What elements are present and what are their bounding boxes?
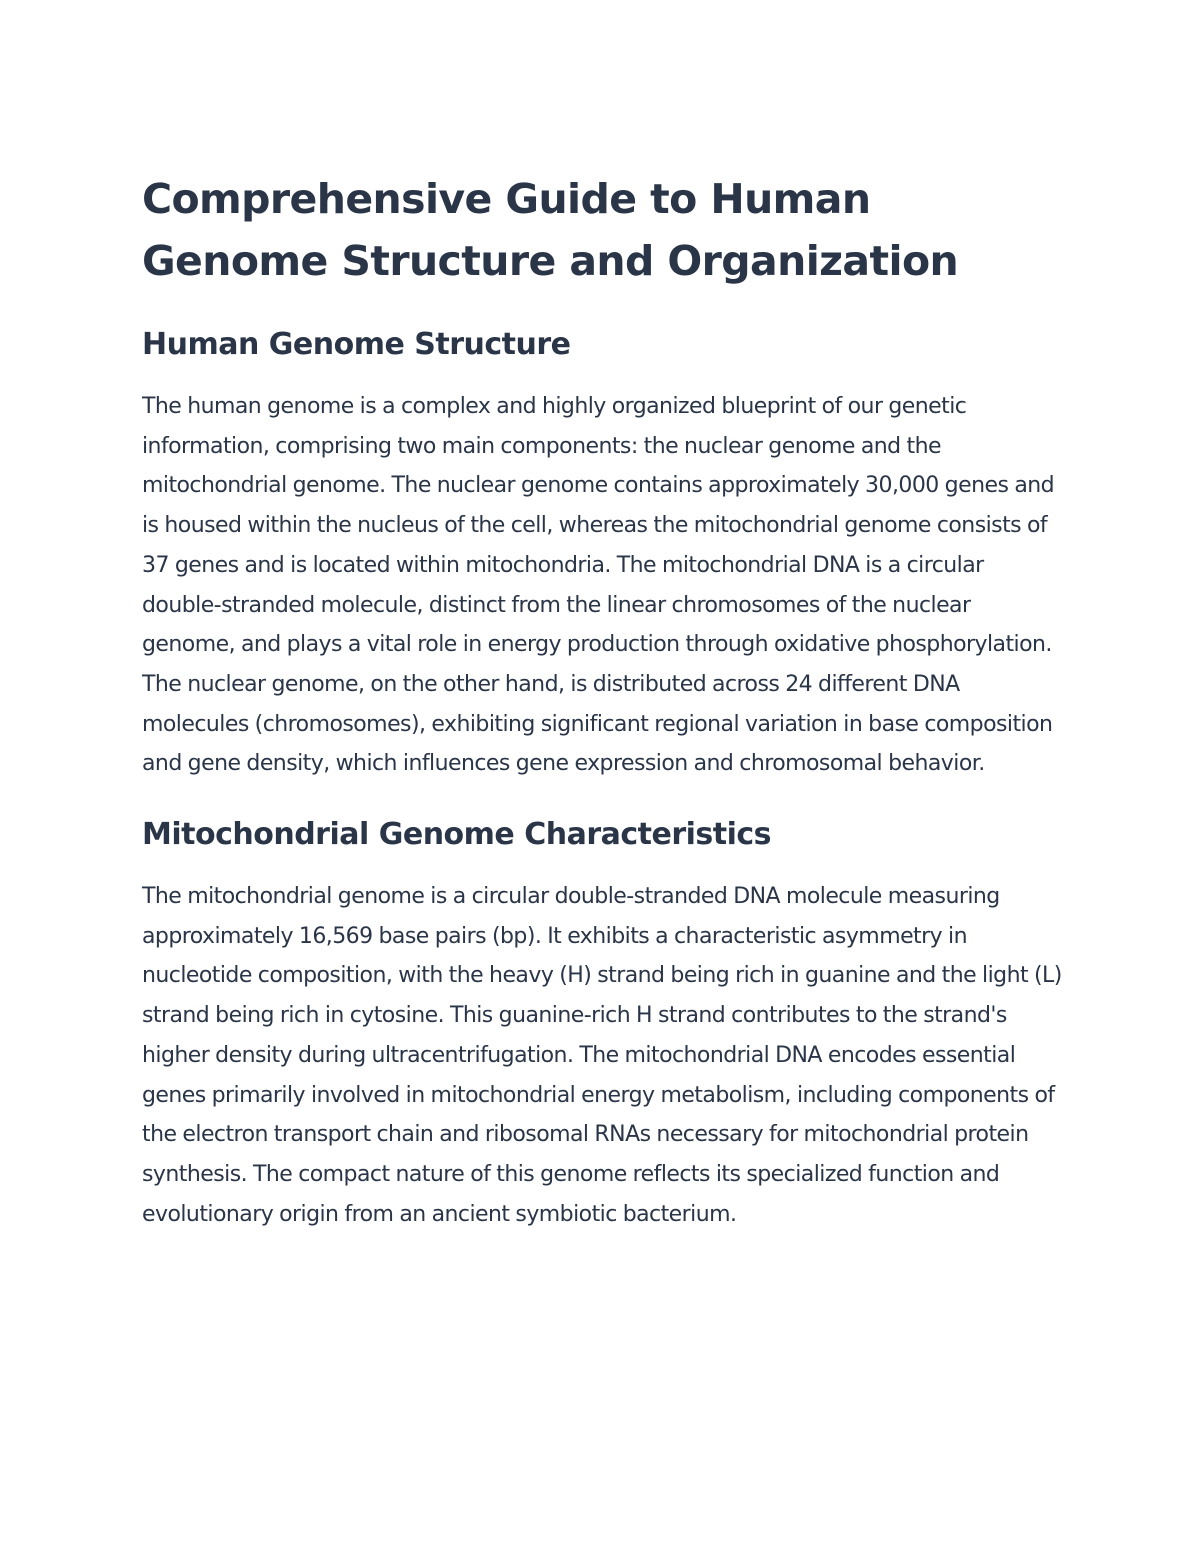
document-title: Comprehensive Guide to Human Genome Structure and Organization (142, 175, 959, 285)
section-human-genome-structure (142, 325, 1067, 784)
section-heading: Mitochondrial Genome Characteristics (142, 817, 772, 853)
section-paragraph: The mitochondrial genome is a circular double-stranded DNA molecule measuring approximately 16,569 base pairs (bp). It exhibits a characteristic asymmetry in nucleotide composition, with the heavy (H) strand being rich in guanine and the light (L) strand being rich in cytosine. This guanine-rich H strand contributes to the strand's higher density during ultracentrifugation. The mitochondrial DNA encodes essential genes primarily involved in mitochondrial energy metabolism, including components of the electron transport chain and ribosomal RNAs necessary for mitochondrial protein synthesis. The compact nature of this genome reflects its specialized function and evolutionary origin from an ancient symbiotic bacterium. (142, 884, 1062, 1227)
document-page (142, 168, 1067, 1234)
section-heading: Human Genome Structure (142, 327, 571, 362)
section-paragraph: The human genome is a complex and highly organized blueprint of our genetic information, comprising two main components: the nuclear genome and the mitochondrial genome. The nuclear genome contains approximately 30,000 genes and is housed within the nucleus of the cell, whereas the mitochondrial genome consists of 37 genes and is located within mitochondria. The mitochondrial DNA is a circular double-stranded molecule, distinct from the linear chromosomes of the nuclear genome, and plays a vital role in energy production through oxidative phosphorylation. The nuclear genome, on the other hand, is distributed across 24 different DNA molecules (chromosomes), exhibiting significant regional variation in base composition and gene density, which influences gene expression and chromosomal behavior. (142, 394, 1055, 777)
section-mitochondrial-genome-characteristics (142, 815, 1067, 1234)
